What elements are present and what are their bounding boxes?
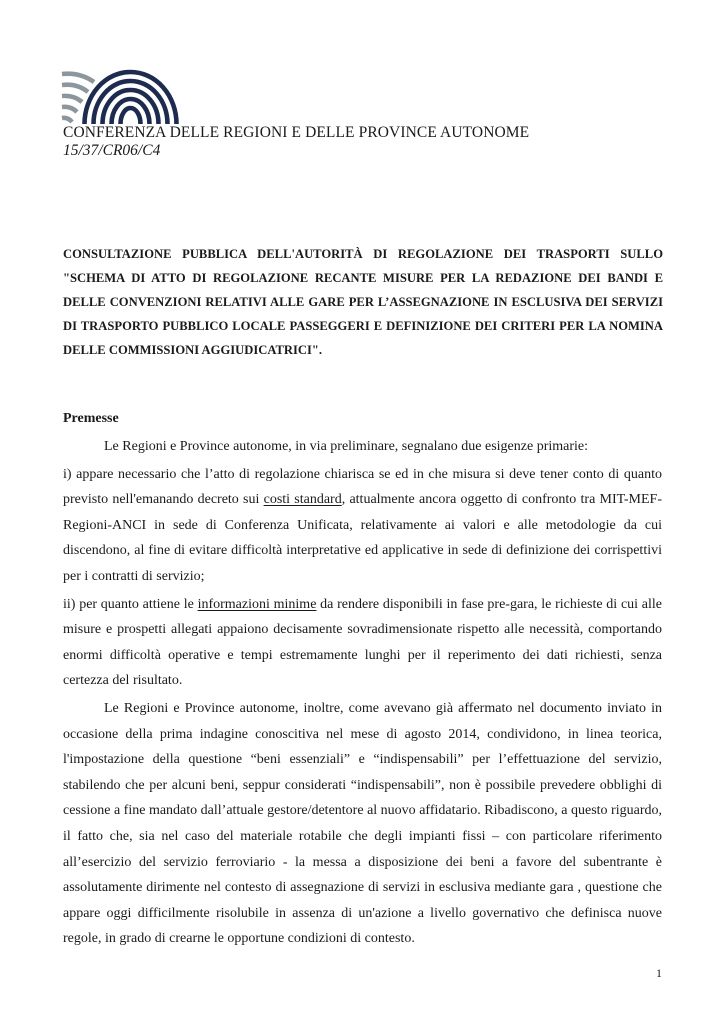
intro-paragraph: Le Regioni e Province autonome, in via preliminare, segnalano due esigenze primarie: [104, 439, 588, 454]
point-two-paragraph [63, 592, 662, 694]
point-one-text-start: i) appare necessario che l’atto di regolazione chiarisca se ed in che misura si deve tener conto di quanto previsto nell'emanando decreto sui [63, 466, 662, 508]
point-one-text-end: , attualmente ancora oggetto di confronto tra MIT-MEF-Regioni-ANCI in sede di Conferenza Unificata, relativamente ai valori e alle metodologie da cui discendono, al fine di evitare difficoltà interpretative ed applicative in sede di definizione dei corrispettivi per i contratti di servizio; [63, 492, 663, 584]
body-text [63, 434, 662, 952]
section-heading: Premesse [63, 411, 119, 426]
document-code: 15/37/CR06/C4 [63, 142, 161, 159]
page-number: 1 [656, 966, 662, 980]
point-two-text-start: ii) per quanto attiene le [63, 596, 198, 612]
body-paragraph: Le Regioni e Province autonome, inoltre, come avevano già affermato nel documento inviato in occasione della prima indagine conoscitiva nel mese di agosto 2014, condividono, in linea teorica, l'impostazione della questione “beni essenziali” e “indispensabili” per l’effettuazione del servizio, stabilendo che per alcuni beni, seppur considerati “indispensabili”, non è possibile prevedere obblighi di cessione a fine mandato dall’attuale gestore/detentore al nuovo affidatario. Ribadiscono, a questo riguardo, il fatto che, sia nel caso del materiale rotabile che degli impianti fissi – con particolare riferimento all’esercizio del servizio ferroviario - la messa a disposizione dei beni a favore del subentrante è assolutamente dirimente nel contesto di assegnazione di servizi in esclusiva mediante gara , questione che appare oggi difficilmente risolubile in assenza di un'azione a livello governativo che definisca nuove regole, in grado di crearne le opportune condizioni di contesto. [63, 700, 662, 947]
document-subject: CONSULTAZIONE PUBBLICA DELL'AUTORITÀ DI REGOLAZIONE DEI TRASPORTI SULLO "SCHEMA DI ATTO DI REGOLAZIONE RECANTE MISURE PER LA REDAZIONE DEI BANDI E DELLE CONVENZIONI RELATIVI ALLE GARE PER L’ASSEGNAZIONE IN ESCLUSIVA DEI SERVIZI DI TRASPORTO PUBBLICO LOCALE PASSEGGERI E DEFINIZIONE DEI CRITERI PER LA NOMINA DELLE COMMISSIONI AGGIUDICATRICI". [63, 247, 663, 357]
point-one-paragraph [63, 462, 662, 590]
conference-logo-icon [60, 68, 196, 126]
point-two-text-end: da rendere disponibili in fase pre-gara, le richieste di cui alle misure e prospetti allegati appaiono decisamente sovradimensionate rispetto alle necessità, comportando enormi difficoltà operative e tempi estremamente lunghi per il reperimento dei dati richiesti, senza certezza del risultato. [63, 596, 662, 689]
informazioni-minime-emphasis: informazioni minime [197, 596, 317, 612]
costi-standard-emphasis: costi standard [263, 492, 342, 508]
organization-title: CONFERENZA DELLE REGIONI E DELLE PROVINCE AUTONOME [63, 124, 530, 141]
